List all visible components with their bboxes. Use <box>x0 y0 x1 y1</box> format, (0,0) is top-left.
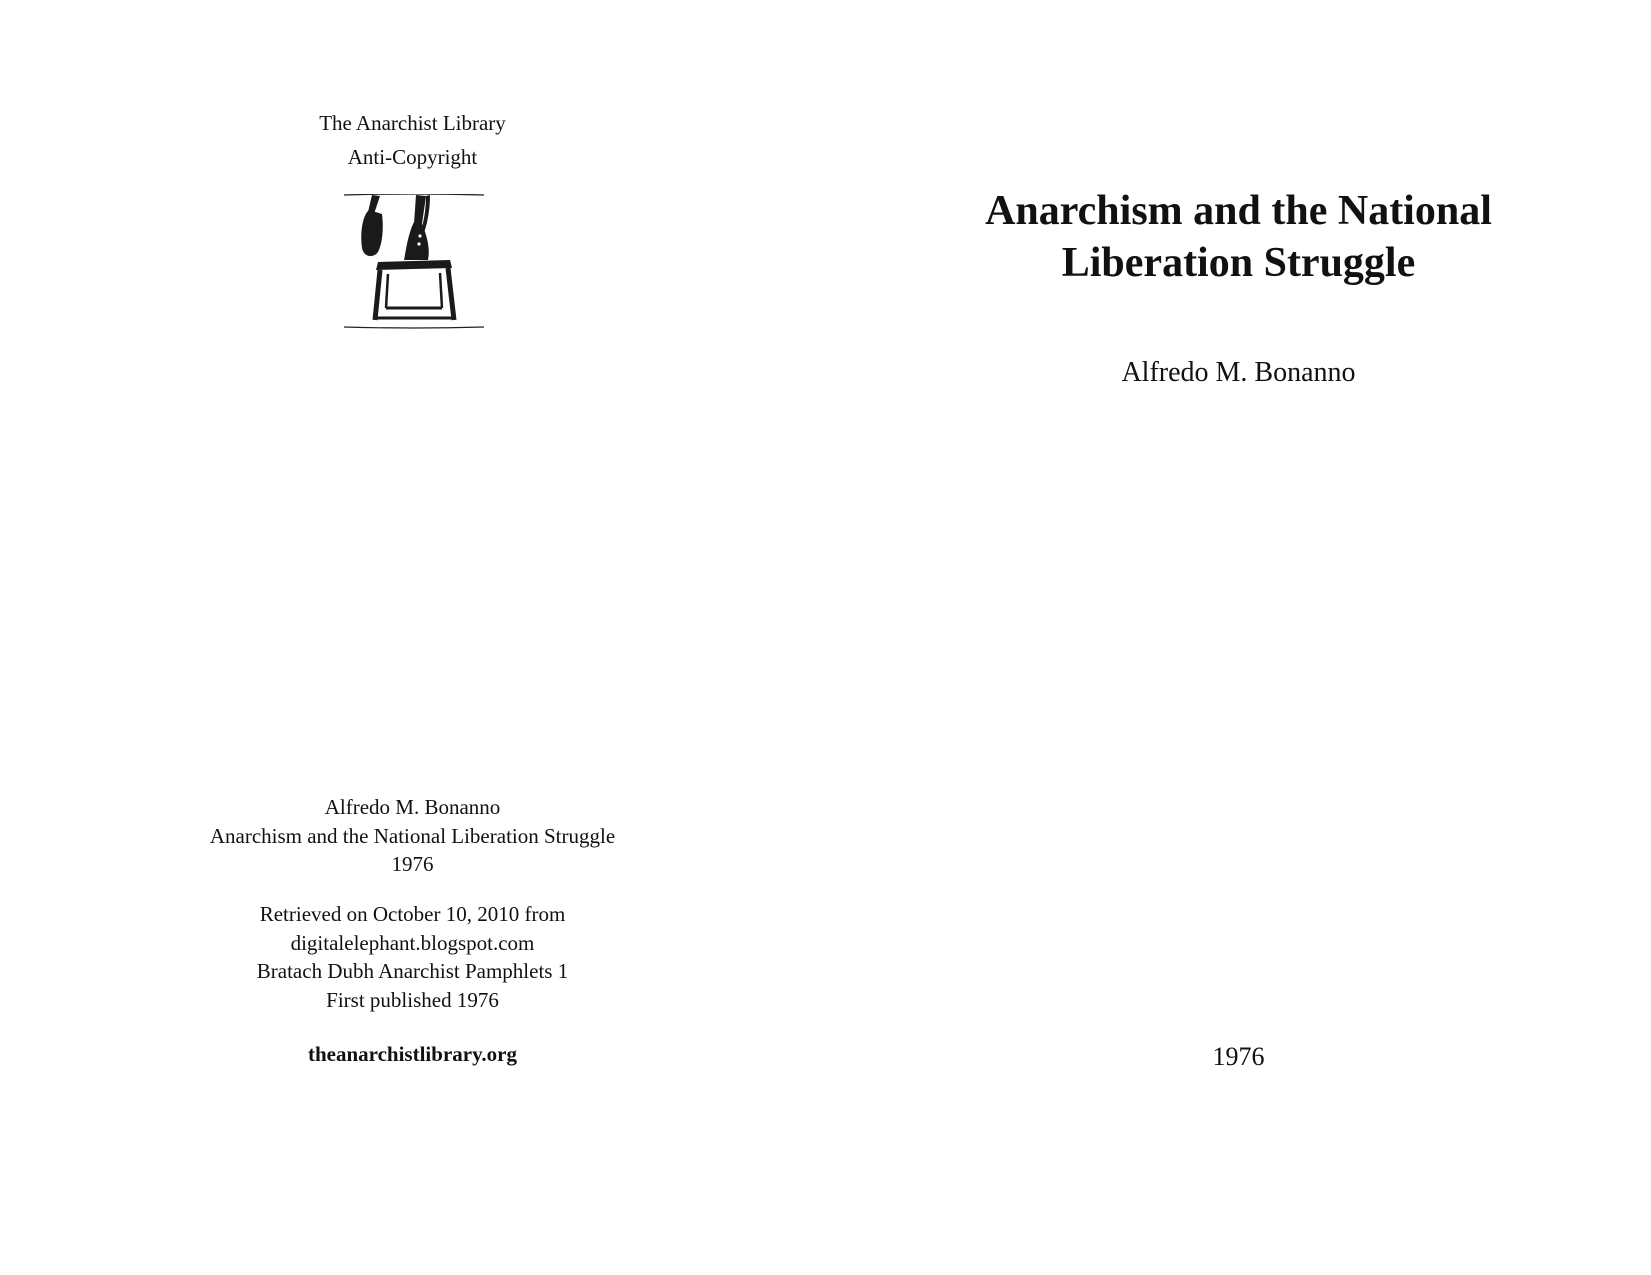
license-label: Anti-Copyright <box>347 145 478 169</box>
publisher-block <box>0 106 825 174</box>
colophon-title: Anarchism and the National Liberation Struggle <box>209 823 616 848</box>
book-title-line-2: Liberation Struggle <box>1061 240 1416 286</box>
colophon-source-info <box>0 900 825 1014</box>
colophon-year: 1976 <box>391 852 434 876</box>
colophon-author: Alfredo M. Bonanno <box>324 795 501 819</box>
left-page <box>0 0 825 1275</box>
book-title <box>826 185 1651 289</box>
right-page <box>826 0 1651 1275</box>
book-year: 1976 <box>1212 1042 1265 1071</box>
colophon-source: digitalelephant.blogspot.com <box>290 930 535 955</box>
book-title-line-1: Anarchism and the National <box>985 188 1492 234</box>
colophon-series: Bratach Dubh Anarchist Pamphlets 1 <box>256 959 569 983</box>
publisher-name: The Anarchist Library <box>319 111 506 135</box>
colophon-book-info <box>0 793 825 879</box>
colophon-first-published: First published 1976 <box>326 987 499 1012</box>
book-author: Alfredo M. Bonanno <box>1121 357 1356 388</box>
hanging-figure-stool-icon <box>342 194 486 330</box>
colophon-retrieved: Retrieved on October 10, 2010 from <box>259 902 566 926</box>
colophon-website: theanarchistlibrary.org <box>307 1042 517 1066</box>
